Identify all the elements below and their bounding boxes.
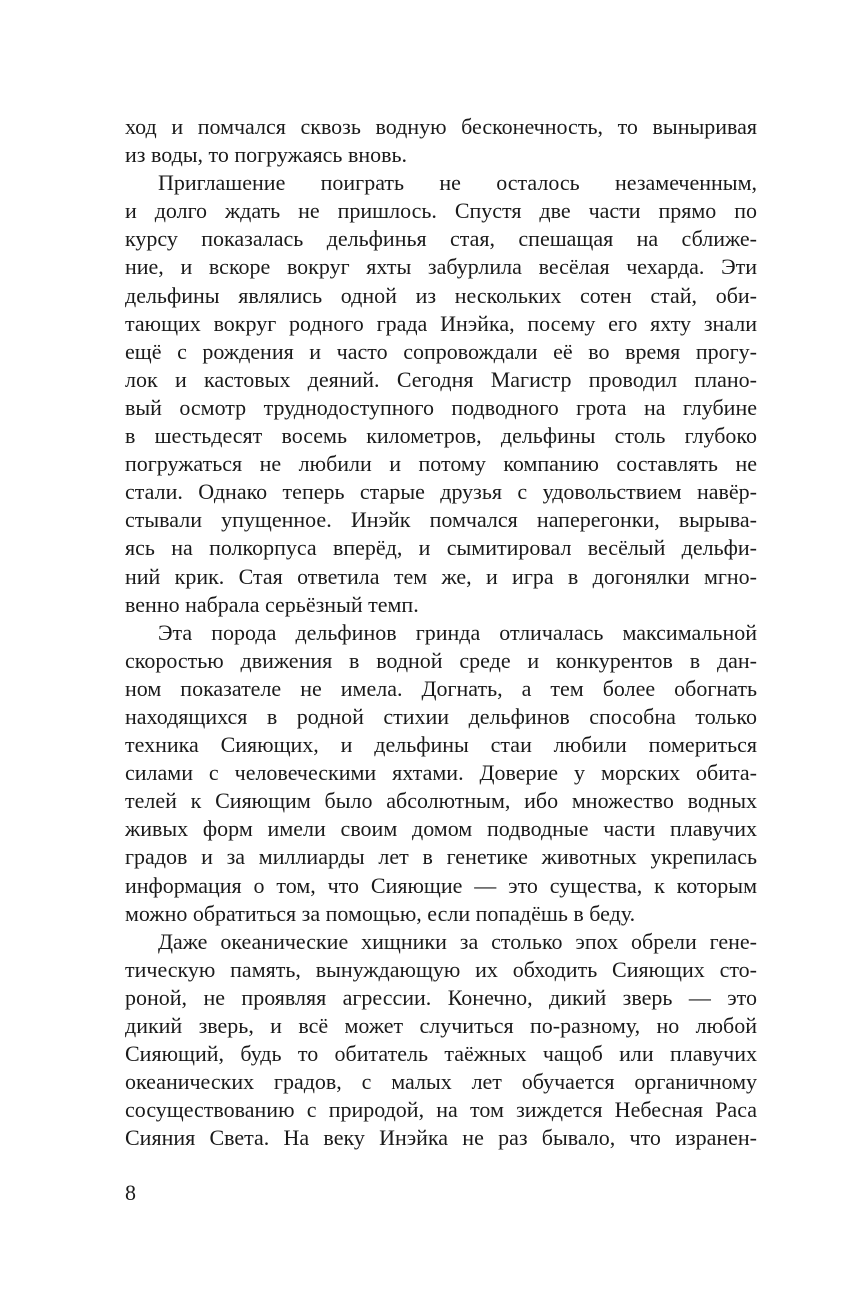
text-line: ясь на полкорпуса вперёд, и сымитировал весёлый дельфи-: [125, 535, 757, 561]
text-line: роной, не проявляя агрессии. Конечно, дикий зверь — это: [125, 984, 757, 1010]
text-line: Эта порода дельфинов гринда отличалась максимальной: [158, 619, 757, 645]
paragraph: [125, 619, 757, 928]
text-line: Приглашение поиграть не осталось незамеченным,: [158, 170, 757, 196]
text-line: стывали упущенное. Инэйк помчался наперегонки, вырыва-: [125, 507, 757, 533]
text-line: градов и за миллиарды лет в генетике животных укрепилась: [125, 844, 757, 870]
text-line: дельфины являлись одной из нескольких сотен стай, оби-: [125, 282, 757, 308]
text-line: сосуществованию с природой, на том зиждется Небесная Раса: [125, 1097, 757, 1123]
text-line: Сияющий, будь то обитатель таёжных чащоб или плавучих: [125, 1041, 757, 1067]
text-line: информация о том, что Сияющие — это существа, к которым: [125, 872, 757, 898]
text-line: в шестьдесят восемь километров, дельфины столь глубоко: [125, 423, 757, 449]
text-line: дикий зверь, и всё может случиться по-разному, но любой: [125, 1013, 757, 1038]
text-line: погружаться не любили и потому компанию составлять не: [125, 451, 757, 477]
text-line: стали. Однако теперь старые друзья с удовольствием навёр-: [125, 479, 757, 505]
text-line: ном показателе не имела. Догнать, а тем более обогнать: [125, 675, 757, 701]
text-line: ний крик. Стая ответила тем же, и игра в догонялки мгно-: [125, 563, 757, 589]
text-line: находящихся в родной стихии дельфинов способна только: [125, 703, 757, 729]
page-text: [125, 113, 757, 1152]
text-line: венно набрала серьёзный темп.: [125, 591, 419, 617]
text-line: из воды, то погружаясь вновь.: [125, 142, 408, 168]
text-line: вый осмотр труднодоступного подводного грота на глубине: [125, 394, 757, 420]
text-line: Сияния Света. На веку Инэйка не раз бывало, что изранен-: [125, 1125, 757, 1151]
text-line: океанических градов, с малых лет обучается органичному: [125, 1069, 757, 1095]
paragraph: [125, 113, 757, 169]
text-line: скоростью движения в водной среде и конкурентов в дан-: [125, 647, 757, 673]
text-line: тающих вокруг родного града Инэйка, посему его яхту знали: [125, 310, 757, 336]
text-line: телей к Сияющим было абсолютным, ибо множество водных: [125, 788, 757, 814]
text-line: живых форм имели своим домом подводные части плавучих: [125, 816, 757, 842]
page-number: 8: [125, 1180, 136, 1205]
text-line: тическую память, вынуждающую их обходить Сияющих сто-: [125, 956, 757, 982]
text-line: лок и кастовых деяний. Сегодня Магистр проводил плано-: [125, 366, 757, 392]
text-line: ещё с рождения и часто сопровождали её во время прогу-: [125, 338, 757, 364]
text-line: курсу показалась дельфинья стая, спешащая на сближе-: [125, 226, 757, 252]
text-line: силами с человеческими яхтами. Доверие у морских обита-: [125, 760, 757, 786]
text-line: техника Сияющих, и дельфины стаи любили помериться: [125, 732, 757, 758]
text-line: ход и помчался сквозь водную бесконечность, то выныривая: [125, 114, 757, 139]
paragraph: [125, 169, 757, 619]
text-line: ние, и вскоре вокруг яхты забурлила весёлая чехарда. Эти: [125, 254, 757, 280]
paragraph: [125, 928, 757, 1153]
text-line: можно обратиться за помощью, если попадёшь в беду.: [125, 900, 636, 926]
text-line: и долго ждать не пришлось. Спустя две части прямо по: [125, 198, 757, 224]
text-line: Даже океанические хищники за столько эпох обрели гене-: [158, 928, 757, 954]
